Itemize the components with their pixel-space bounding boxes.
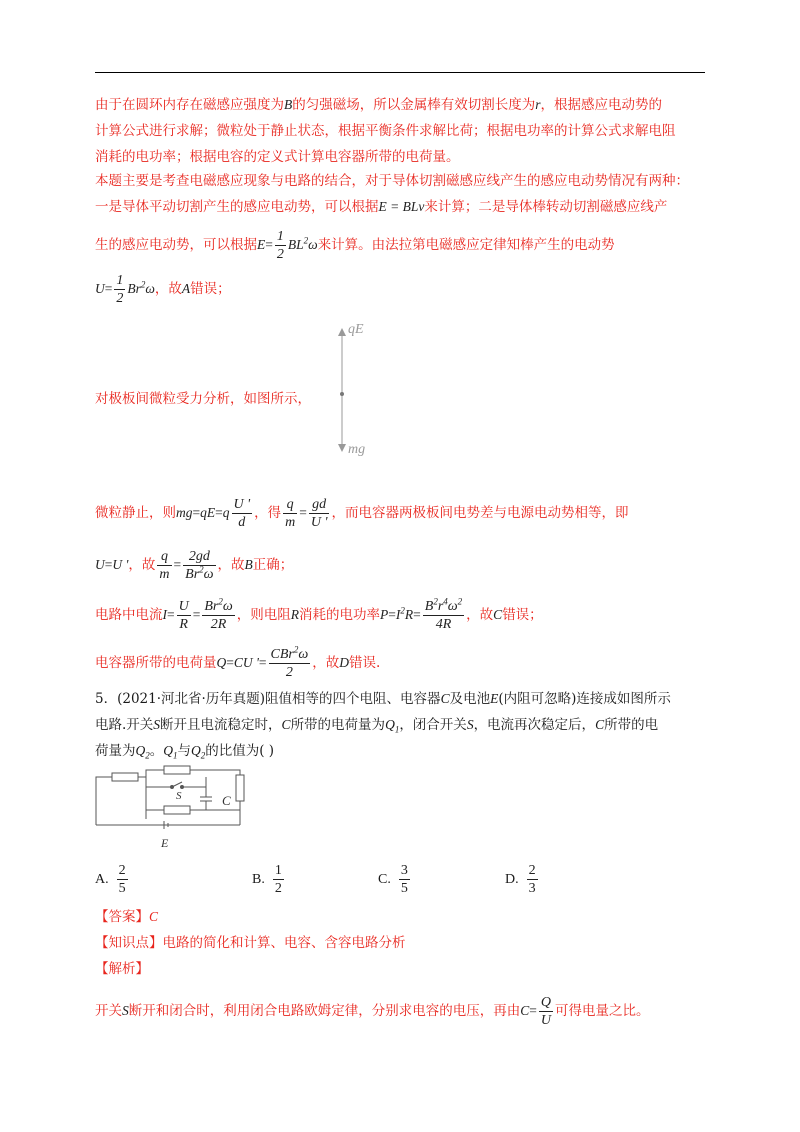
q5-line3: 荷量为$Q_2$。$Q_1$与$Q_2$的比值为( ) bbox=[95, 743, 275, 761]
circuit-diagram bbox=[94, 765, 264, 855]
force-diagram bbox=[330, 320, 390, 460]
p2-line1: 本题主要是考查电磁感应现象与电路的结合，对于导体切割磁感应线产生的感应电动势情况有两种： bbox=[95, 173, 689, 189]
eq1: 微粒静止，则mg=qE=q $\frac{U '}{d}$ ，得 $\frac{q}{m}$ = $\frac{gd}{U '}$ ，而电容器两极板间电势差与电源电动势相等，即 bbox=[95, 497, 629, 530]
p1-line2: 计算公式进行求解；微粒处于静止状态，根据平衡条件求解比荷；根据电功率的计算公式求解电阻 bbox=[95, 123, 676, 139]
knowledge-line: 【知识点】电路的简化和计算、电容、含容电路分析 bbox=[95, 935, 406, 951]
answer-line: 【答案】C bbox=[95, 909, 159, 925]
analysis-tag: 【解析】 bbox=[95, 961, 149, 977]
eq2: U=U '，故 $\frac{q}{m}$ = $\frac{2gd}{Br^2\omega}$ ，故B正确； bbox=[95, 549, 294, 582]
q5-line2: 电路.开关S断开且电流稳定时，C所带的电荷量为$Q_1$，闭合开关S，电流再次稳定后，C所带的电 bbox=[95, 717, 659, 735]
p1-line1: 由于在圆环内存在磁感应强度为B的匀强磁场，所以金属棒有效切割长度为r，根据感应电动势的 bbox=[95, 97, 663, 113]
circuit-label-S: S bbox=[176, 790, 182, 802]
eq3: 电路中电流I= $\frac{U}{R}$ = $\frac{Br^2\omega}{2R}$ ，则电阻R消耗的电功率$P=I^2R=$ $\frac{B^2r^4\omega^2}{4R}$ ，故C错误； bbox=[95, 596, 543, 632]
circuit-label-E: E bbox=[161, 836, 169, 850]
q5-line1: 5．(2021·河北省·历年真题)阻值相等的四个电阻、电容器C及电池E(内阻可忽略)连接成如图所示 bbox=[95, 691, 671, 707]
force-text: 对极板间微粒受力分析，如图所示， bbox=[95, 391, 311, 407]
force-label-top: qE bbox=[348, 322, 364, 337]
p2-line4: U= $\frac{1}{2}$ Br$^2$ω，故A错误； bbox=[95, 273, 231, 306]
p2-line2: 一是导体平动切割产生的感应电动势，可以根据E = BLv来计算；二是导体棒转动切割磁感应线产 bbox=[95, 199, 668, 215]
option-d[interactable]: D. $\frac{2}{3}$ bbox=[505, 863, 536, 896]
p1-line3: 消耗的电功率；根据电容的定义式计算电容器所带的电荷量。 bbox=[95, 149, 460, 165]
circuit-label-C: C bbox=[222, 793, 231, 808]
force-label-bottom: mg bbox=[348, 442, 366, 457]
analysis-text: 开关S断开和闭合时，利用闭合电路欧姆定律，分别求电容的电压，再由C= $\frac{Q}{U}$ 可得电量之比。 bbox=[95, 995, 650, 1028]
header-rule bbox=[95, 72, 705, 73]
p2-line3: 生的感应电动势，可以根据E= $\frac{1}{2}$ $BL^2\omega$来计算。由法拉第电磁感应定律知棒产生的电动势 bbox=[95, 229, 615, 262]
option-c[interactable]: C. $\frac{3}{5}$ bbox=[378, 863, 408, 896]
option-a[interactable]: A. $\frac{2}{5}$ bbox=[95, 863, 126, 896]
eq4: 电容器所带的电荷量Q=CU '= $\frac{CBr^2\omega}{2}$ ，故D错误. bbox=[95, 644, 381, 680]
option-b[interactable]: B. $\frac{1}{2}$ bbox=[252, 863, 282, 896]
